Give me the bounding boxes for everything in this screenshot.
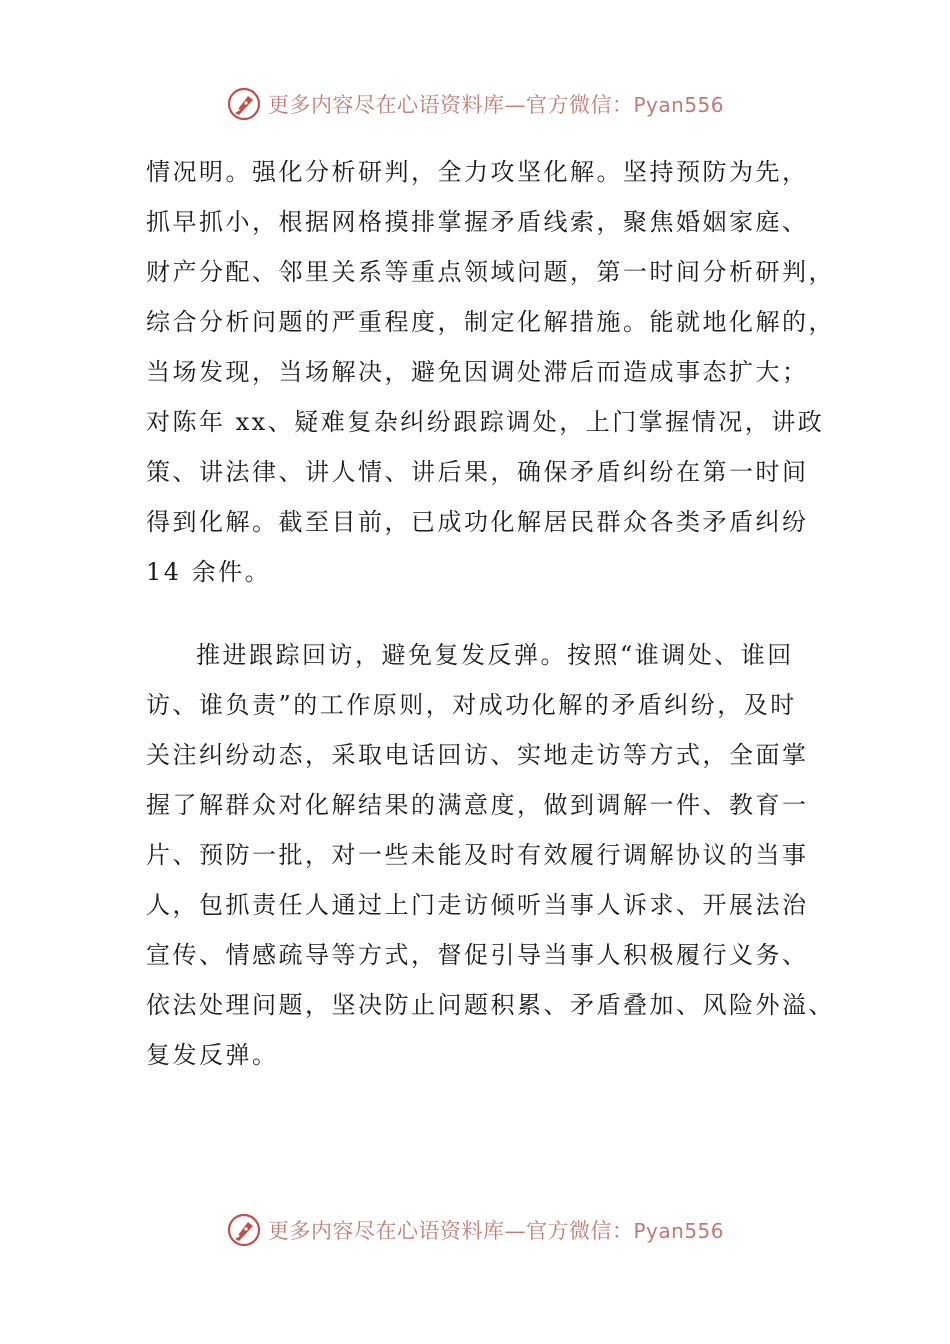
pen-nib-circle-icon [226,1212,262,1248]
text-line: 抓早抓小，根据网格摸排掌握矛盾线索，聚焦婚姻家庭、 [146,208,809,236]
text-line: 当场发现，当场解决，避免因调处滞后而造成事态扩大； [146,358,809,386]
text-line: 情况明。强化分析研判，全力攻坚化解。坚持预防为先， [146,158,809,186]
document-body [146,147,835,1080]
text-line: 推进跟踪回访，避免复发反弹。按照“谁调处、谁回 [196,641,794,669]
banner-text [268,89,724,119]
text-line: 对陈年 xx、疑难复杂纠纷跟踪调处，上门掌握情况，讲政 [146,408,825,436]
paragraph-1 [146,147,835,597]
banner-wechat-handle: Pyan556 [633,93,724,117]
header-banner [0,82,950,126]
banner-slogan: 更多内容尽在心语资料库—官方微信： [267,93,634,117]
text-line: 关注纠纷动态，采取电话回访、实地走访等方式，全面掌 [146,741,809,769]
text-line: 依法处理问题，坚决防止问题积累、矛盾叠加、风险外溢、 [146,991,835,1019]
text-line: 14 余件。 [146,558,272,586]
footer-banner [0,1208,950,1252]
text-line: 握了解群众对化解结果的满意度，做到调解一件、教育一 [146,791,809,819]
text-line: 宣传、情感疏导等方式，督促引导当事人积极履行义务、 [146,941,809,969]
paragraph-spacer [146,597,806,630]
text-line: 得到化解。截至目前，已成功化解居民群众各类矛盾纠纷 [146,508,809,536]
text-line: 片、预防一批，对一些未能及时有效履行调解协议的当事 [146,841,809,869]
text-line: 访、谁负责”的工作原则，对成功化解的矛盾纠纷，及时 [146,691,797,719]
banner-text [268,1215,724,1245]
banner-slogan: 更多内容尽在心语资料库—官方微信： [267,1219,634,1243]
banner-wechat-handle: Pyan556 [633,1219,724,1243]
text-line: 策、讲法律、讲人情、讲后果，确保矛盾纠纷在第一时间 [146,458,809,486]
pen-nib-circle-icon [226,86,262,122]
text-line: 财产分配、邻里关系等重点领域问题，第一时间分析研判， [146,258,835,286]
text-line: 人，包抓责任人通过上门走访倾听当事人诉求、开展法治 [146,891,809,919]
text-line: 综合分析问题的严重程度，制定化解措施。能就地化解的， [146,308,835,336]
paragraph-2 [146,630,835,1080]
text-line: 复发反弹。 [146,1041,279,1069]
